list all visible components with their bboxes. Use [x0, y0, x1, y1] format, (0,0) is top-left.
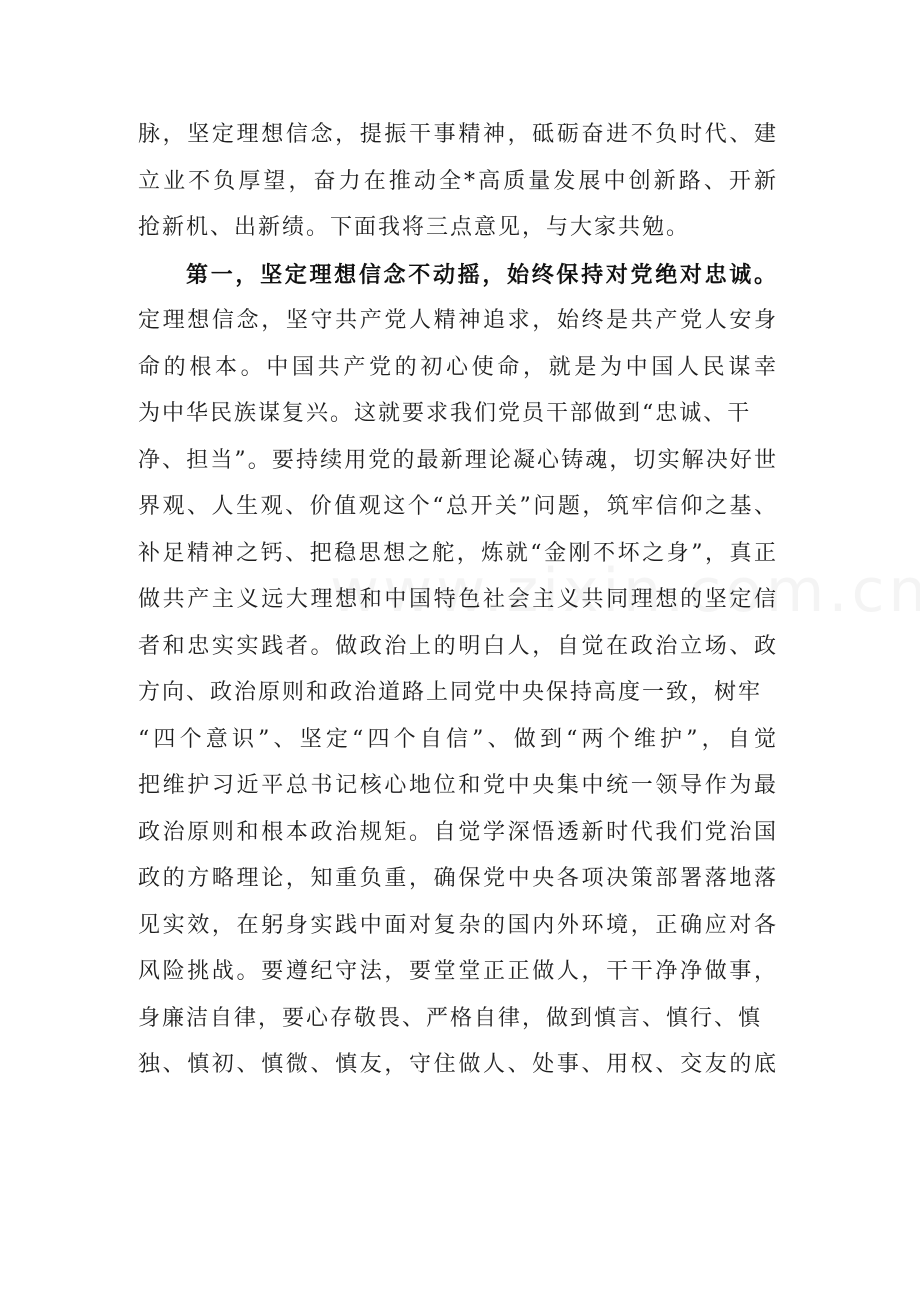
paragraph-2-line: 为中华民族谋复兴。这就要求我们党员干部做到“忠诚、干 [138, 401, 752, 426]
section-heading: 第一，坚定理想信念不动摇，始终保持对党绝对忠诚。 [186, 261, 778, 288]
paragraph-2-line: 界观、人生观、价值观这个“总开关”问题，筑牢信仰之基、 [138, 494, 778, 519]
paragraph-2-line: 把维护习近平总书记核心地位和党中央集中统一领导作为最 [138, 773, 778, 798]
paragraph-2-line: 方向、政治原则和政治道路上同党中央保持高度一致，树牢 [138, 680, 763, 705]
paragraph-2-line: 政的方略理论，知重负重，确保党中央各项决策部署落地落 [138, 866, 778, 891]
paragraph-2-line: 身廉洁自律，要心存敬畏、严格自律，做到慎言、慎行、慎 [138, 1005, 763, 1031]
paragraph-2-line: “四个意识”、坚定“四个自信”、做到“两个维护”，自觉 [138, 726, 778, 752]
paragraph-2-line: 定理想信念，坚守共产党人精神追求，始终是共产党人安身 [138, 308, 778, 333]
paragraph-2-line: 命的根本。中国共产党的初心使命，就是为中国人民谋幸 [138, 354, 778, 380]
paragraph-2-line: 见实效，在躬身实践中面对复杂的国内外环境，正确应对各 [138, 912, 778, 938]
paragraph-2-line: 补足精神之钙、把稳思想之舵，炼就“金刚不坏之身”，真正 [138, 540, 778, 566]
paragraph-2-line: 做共产主义远大理想和中国特色社会主义共同理想的坚定信 [138, 587, 778, 612]
paragraph-2-first-line [138, 252, 778, 299]
paragraph-2-line: 净、担当”。要持续用党的最新理论凝心铸魂，切实解决好世 [138, 447, 778, 473]
paragraph-2-line: 者和忠实实践者。做政治上的明白人，自觉在政治立场、政 [138, 633, 778, 659]
paragraph-2-line: 独、慎初、慎微、慎友，守住做人、处事、用权、交友的底 [138, 1052, 778, 1077]
paragraph-2-line: 风险挑战。要遵纪守法，要堂堂正正做人，干干净净做事， [138, 959, 778, 984]
paragraph-1-line: 抢新机、出新绩。下面我将三点意见，与大家共勉。 [138, 215, 691, 240]
document-body [138, 112, 778, 1089]
paragraph-1-line: 脉，坚定理想信念，提振干事精神，砥砺奋进不负时代、建 [138, 122, 778, 147]
paragraph-2-line: 政治原则和根本政治规矩。自觉学深悟透新时代我们党治国 [138, 819, 778, 845]
paragraph-1-line: 立业不负厚望，奋力在推动全*高质量发展中创新路、开新 [138, 168, 778, 194]
